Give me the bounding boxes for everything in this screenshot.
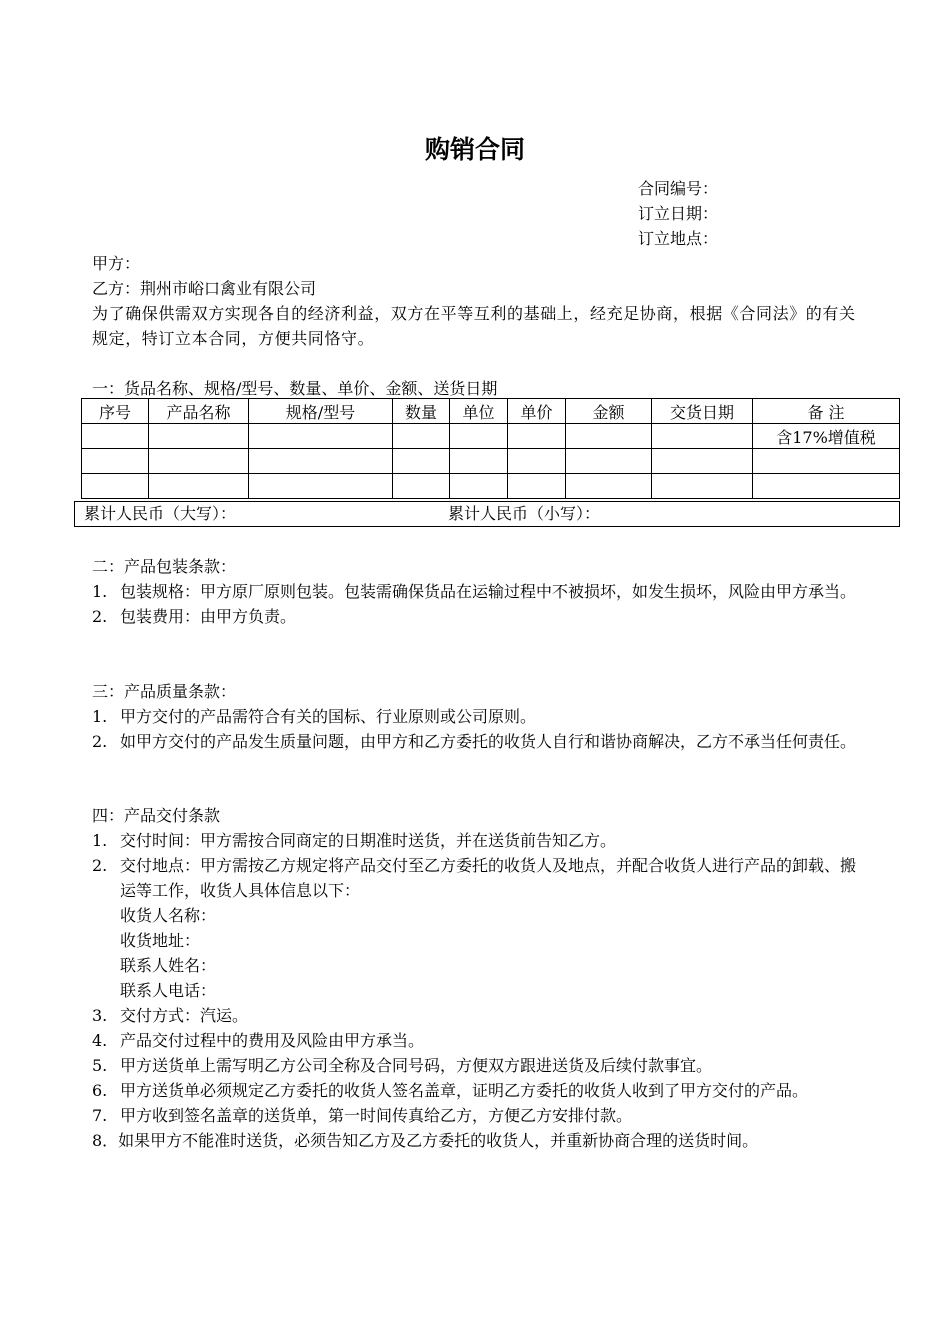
- list-text: 产品交付过程中的费用及风险由甲方承当。: [120, 1031, 425, 1050]
- list-item: [92, 1078, 867, 1103]
- column-header: 单价: [508, 399, 566, 424]
- column-header: 序号: [82, 399, 149, 424]
- list-text: 甲方收到签名盖章的送货单，第一时间传真给乙方，方便乙方安排付款。: [120, 1106, 633, 1125]
- party-a: 甲方：: [92, 254, 141, 273]
- table-cell: [149, 424, 249, 449]
- column-header: 交货日期: [652, 399, 753, 424]
- column-header: 备 注: [753, 399, 900, 424]
- table-header-row: [82, 399, 900, 424]
- table-cell: [82, 449, 149, 474]
- list-number: 5.: [92, 1056, 108, 1075]
- table-cell: [82, 474, 149, 499]
- list-item: [92, 828, 867, 853]
- list-item: [92, 579, 867, 604]
- receiver-address-label: 收货地址：: [120, 931, 201, 950]
- table-cell: [82, 424, 149, 449]
- list-text: 包装费用：由甲方负责。: [120, 607, 297, 626]
- section4-heading: 四：产品交付条款: [92, 806, 221, 825]
- section4: [92, 803, 867, 1153]
- list-item: [92, 853, 867, 903]
- list-text: 甲方送货单上需写明乙方公司全称及合同号码，方便双方跟进送货及后续付款事宜。: [120, 1056, 713, 1075]
- table-cell: [450, 449, 508, 474]
- section3: [92, 679, 867, 754]
- intro-paragraph: 为了确保供需双方实现各自的经济利益，双方在平等互利的基础上，经充足协商，根据《合同法》的有关规定，特订立本合同，方便共同恪守。: [92, 304, 856, 348]
- table-cell: [566, 449, 652, 474]
- list-number: 2.: [92, 732, 108, 751]
- document-title: 购销合同: [424, 135, 525, 164]
- list-number: 3.: [92, 1006, 108, 1025]
- list-item: [92, 604, 867, 629]
- table-cell: [508, 424, 566, 449]
- section2-heading: 二：产品包装条款：: [92, 557, 237, 576]
- contact-phone-label: 联系人电话：: [120, 981, 217, 1000]
- list-item: [92, 704, 867, 729]
- table-row: [82, 424, 900, 449]
- column-header: 产品名称: [149, 399, 249, 424]
- list-text: 甲方送货单必须规定乙方委托的收货人签名盖章，证明乙方委托的收货人收到了甲方交付的产品。: [120, 1081, 809, 1100]
- table-cell: [249, 449, 393, 474]
- list-number: 1.: [92, 707, 108, 726]
- total-upper-label: 累计人民币（大写）：: [84, 504, 237, 523]
- receiver-name-label: 收货人名称：: [120, 906, 217, 925]
- list-item: [92, 1028, 867, 1053]
- list-number: 7.: [92, 1106, 108, 1125]
- list-item: [92, 1003, 867, 1028]
- table-cell: [393, 474, 450, 499]
- table-cell: [652, 449, 753, 474]
- contract-meta: [638, 176, 718, 251]
- list-item-8: 8．如果甲方不能准时送货，必须告知乙方及乙方委托的收货人，并重新协商合理的送货时间。: [92, 1131, 759, 1150]
- table-cell: [508, 449, 566, 474]
- table-cell: [753, 449, 900, 474]
- table-cell: [753, 474, 900, 499]
- list-number: 1.: [92, 831, 108, 850]
- list-number: 6.: [92, 1081, 108, 1100]
- list-item: [92, 729, 867, 754]
- table-cell: [450, 424, 508, 449]
- list-item: [92, 1103, 867, 1128]
- table-cell: [249, 424, 393, 449]
- section3-heading: 三：产品质量条款：: [92, 682, 237, 701]
- table-cell: [149, 449, 249, 474]
- table-cell: [450, 474, 508, 499]
- contact-name-label: 联系人姓名：: [120, 956, 217, 975]
- party-b: 乙方：荆州市峪口禽业有限公司: [92, 279, 317, 298]
- column-header: 规格/型号: [249, 399, 393, 424]
- list-text: 交付方式：汽运。: [120, 1006, 249, 1025]
- table-row: [82, 474, 900, 499]
- section2: [92, 554, 867, 629]
- table-cell: [652, 424, 753, 449]
- table-cell: [566, 424, 652, 449]
- table-cell: [508, 474, 566, 499]
- list-text: 包装规格：甲方原厂原则包装。包装需确保货品在运输过程中不被损坏，如发生损坏，风险由甲方承当。: [120, 582, 857, 601]
- table-cell: [249, 474, 393, 499]
- list-item: [92, 1053, 867, 1078]
- table-cell: [393, 449, 450, 474]
- column-header: 单位: [450, 399, 508, 424]
- column-header: 金额: [566, 399, 652, 424]
- list-number: 4.: [92, 1031, 108, 1050]
- list-text: 甲方交付的产品需符合有关的国标、行业原则或公司原则。: [120, 707, 537, 726]
- table-cell: [566, 474, 652, 499]
- list-text: 如甲方交付的产品发生质量问题，由甲方和乙方委托的收货人自行和谐协商解决，乙方不承当任何责任。: [120, 732, 857, 751]
- list-text: 交付地点：甲方需按乙方规定将产品交付至乙方委托的收货人及地点，并配合收货人进行产品的卸载、搬运等工作，收货人具体信息以下：: [120, 856, 857, 900]
- table-cell: [652, 474, 753, 499]
- sign-date-label: 订立日期：: [638, 204, 719, 223]
- parties-block: [92, 251, 867, 401]
- column-header: 数量: [393, 399, 450, 424]
- list-number: 2.: [92, 856, 108, 875]
- list-number: 1.: [92, 582, 108, 601]
- list-number: 2.: [92, 607, 108, 626]
- totals-row: [74, 501, 900, 527]
- section1-heading: 一：货品名称、规格/型号、数量、单价、金额、送货日期: [92, 379, 498, 398]
- contract-number-label: 合同编号：: [638, 179, 719, 198]
- list-text: 交付时间：甲方需按合同商定的日期准时送货，并在送货前告知乙方。: [120, 831, 617, 850]
- total-lower-label: 累计人民币（小写）：: [448, 504, 601, 523]
- table-cell: [393, 424, 450, 449]
- table-cell: [149, 474, 249, 499]
- sign-place-label: 订立地点：: [638, 229, 719, 248]
- table-row: [82, 449, 900, 474]
- goods-table: [81, 398, 900, 499]
- table-cell: 含17%增值税: [753, 424, 900, 449]
